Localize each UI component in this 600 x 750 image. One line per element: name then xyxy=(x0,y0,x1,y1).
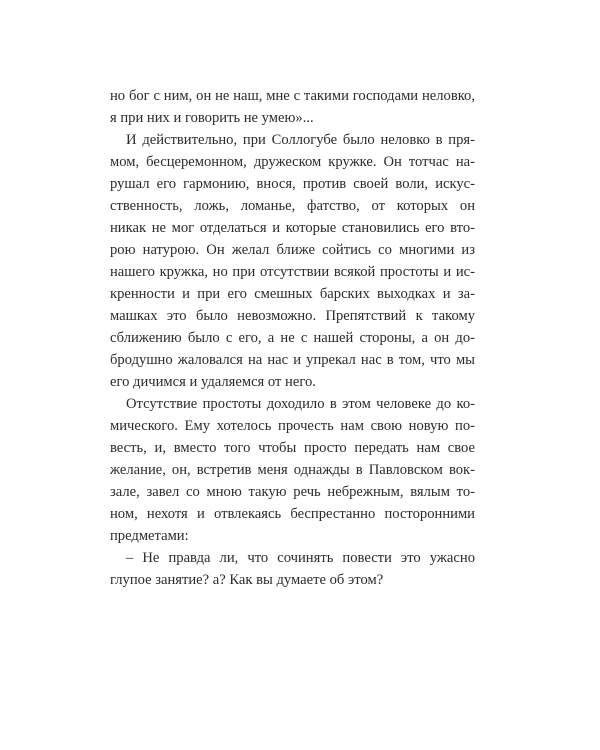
text-line: нашего кружка, но при отсутствии всякой простоты и ис- xyxy=(110,264,475,280)
text-line: предметами: xyxy=(110,528,189,544)
text-line: кренности и при его смешных барских выходках и за- xyxy=(110,286,475,302)
text-line: я при них и говорить не умею»... xyxy=(110,110,314,126)
paragraph-2 xyxy=(110,129,475,393)
text-line: ственность, ложь, ломанье, фатство, от которых он xyxy=(110,198,475,214)
paragraph-1 xyxy=(110,85,475,129)
text-line: рушал его гармонию, внося, против своей воли, искус- xyxy=(110,176,475,192)
body-text xyxy=(110,85,475,591)
text-line: глупое занятие? а? Как вы думаете об этом? xyxy=(110,572,384,588)
text-line: ном, нехотя и отвлекаясь беспрестанно посторонними xyxy=(110,506,475,522)
text-line: Отсутствие простоты доходило в этом человеке до ко- xyxy=(126,396,475,412)
text-line: весть, и, вместо того чтобы просто передать нам свое xyxy=(110,440,475,456)
text-line: никак не мог отделаться и которые становились его вто- xyxy=(110,220,475,236)
text-line: – Не правда ли, что сочинять повести это ужасно xyxy=(126,550,475,566)
text-line: его дичимся и удаляемся от него. xyxy=(110,374,316,390)
text-line: но бог с ним, он не наш, мне с такими господами неловко, xyxy=(110,88,475,104)
text-line: зале, завел со мною такую речь небрежным, вялым то- xyxy=(110,484,475,500)
text-line: рою натурою. Он желал ближе сойтись со многими из xyxy=(110,242,475,258)
text-line: И действительно, при Соллогубе было неловко в пря- xyxy=(126,132,475,148)
text-line: мического. Ему хотелось прочесть нам свою новую по- xyxy=(110,418,475,434)
text-line: мом, бесцеремонном, дружеском кружке. Он тотчас на- xyxy=(110,154,475,170)
text-line: желание, он, встретив меня однажды в Павловском вок- xyxy=(110,462,475,478)
paragraph-3 xyxy=(110,393,475,547)
text-line: бродушно жаловался на нас и упрекал нас в том, что мы xyxy=(110,352,475,368)
paragraph-4-dialogue xyxy=(110,547,475,591)
text-line: машках это было невозможно. Препятствий к такому xyxy=(110,308,475,324)
text-line: сближению было с его, а не с нашей стороны, а он до- xyxy=(110,330,475,346)
